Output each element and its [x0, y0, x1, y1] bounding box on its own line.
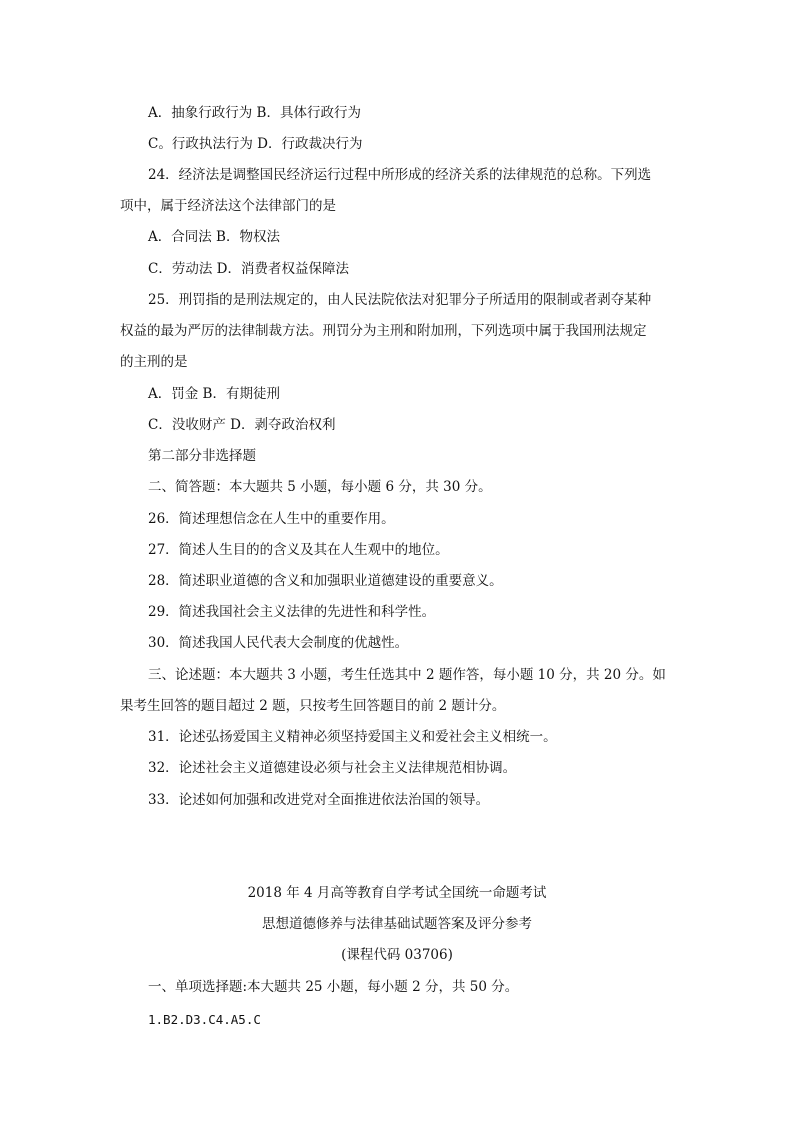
- answer-subtitle: 思想道德修养与法律基础试题答案及评分参考: [262, 916, 532, 932]
- question-25-cont: 权益的最为严厉的法律制裁方法。刑罚分为主刑和附加刑，下列选项中属于我国刑法规定: [120, 323, 647, 339]
- question-29: 29．简述我国社会主义法律的先进性和科学性。: [148, 604, 436, 620]
- option-line: A．罚金 B．有期徒刑: [148, 386, 280, 402]
- answer-title: 2018 年 4 月高等教育自学考试全国统一命题考试: [247, 885, 547, 901]
- section-heading: 三、论述题：本大题共 3 小题，考生任选其中 2 题作答，每小题 10 分，共 20 分。如: [148, 667, 666, 683]
- answer-list: 1.B2.D3.C4.A5.C: [148, 1012, 261, 1027]
- part-heading: 第二部分非选择题: [148, 448, 256, 464]
- option-line: A．抽象行政行为 B．具体行政行为: [148, 105, 361, 121]
- option-line: C．没收财产 D．剥夺政治权利: [148, 417, 336, 433]
- question-24-cont: 项中，属于经济法这个法律部门的是: [120, 198, 336, 214]
- question-25-cont: 的主刑的是: [120, 354, 188, 370]
- question-32: 32．论述社会主义道德建设必须与社会主义法律规范相协调。: [148, 760, 517, 776]
- section-heading-cont: 果考生回答的题目超过 2 题，只按考生回答题目的前 2 题计分。: [120, 698, 506, 714]
- question-33: 33．论述如何加强和改进党对全面推进依法治国的领导。: [148, 792, 490, 808]
- option-line: C．劳动法 D．消费者权益保障法: [148, 261, 349, 277]
- option-line: A．合同法 B．物权法: [148, 229, 280, 245]
- question-26: 26．简述理想信念在人生中的重要作用。: [148, 511, 395, 527]
- question-28: 28．简述职业道德的含义和加强职业道德建设的重要意义。: [148, 573, 503, 589]
- section-heading: 二、简答题：本大题共 5 小题，每小题 6 分，共 30 分。: [148, 479, 492, 495]
- option-line: C。行政执法行为 D．行政裁决行为: [148, 136, 363, 152]
- section-heading: 一、单项选择题:本大题共 25 小题，每小题 2 分，共 50 分。: [148, 979, 519, 995]
- question-25: 25．刑罚指的是刑法规定的，由人民法院依法对犯罪分子所适用的限制或者剥夺某种: [148, 292, 652, 308]
- course-code: (课程代码 03706): [341, 947, 453, 963]
- question-24: 24．经济法是调整国民经济运行过程中所形成的经济关系的法律规范的总称。下列选: [148, 167, 652, 183]
- question-30: 30．简述我国人民代表大会制度的优越性。: [148, 635, 409, 651]
- question-31: 31．论述弘扬爱国主义精神必须坚持爱国主义和爱社会主义相统一。: [148, 729, 557, 745]
- question-27: 27．简述人生目的的含义及其在人生观中的地位。: [148, 542, 449, 558]
